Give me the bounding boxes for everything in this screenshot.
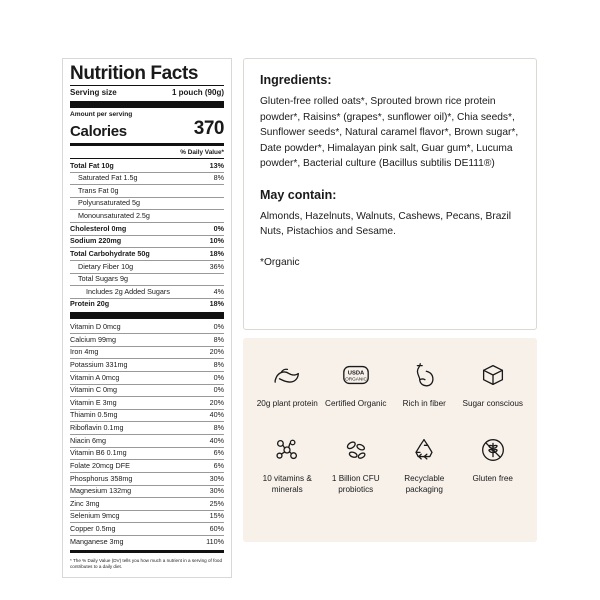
nutrient-label: Sodium 220mg (70, 236, 122, 246)
serving-size-row (70, 87, 224, 99)
nutrient-daily-value: 4% (213, 286, 224, 296)
nutrient-label: Dietary Fiber 10g (78, 261, 134, 271)
micronutrient-label: Vitamin B6 0.1mg (70, 448, 127, 458)
may-contain-body: Almonds, Hazelnuts, Walnuts, Cashews, Pecans, Brazil Nuts, Pistachios and Sesame. (260, 210, 512, 237)
nutrient-daily-value: 10% (209, 236, 224, 246)
calories-label: Calories (70, 122, 127, 140)
badge-label: Recyclable packaging (404, 474, 445, 495)
micronutrient-daily-value: 20% (209, 347, 224, 357)
nutrient-row (70, 248, 224, 260)
gluten-free-icon (478, 435, 508, 465)
nutrient-daily-value: 8% (213, 173, 224, 183)
nutrient-label: Includes 2g Added Sugars (86, 286, 170, 296)
nutrient-label: Cholesterol 0mg (70, 223, 127, 233)
divider (70, 143, 224, 146)
nutrient-row (70, 185, 224, 197)
micronutrient-label: Folate 20mcg DFE (70, 460, 130, 470)
vitamins-minerals-icon (272, 435, 302, 465)
micronutrient-row (70, 397, 224, 409)
micronutrient-label: Vitamin D 0mcg (70, 322, 121, 332)
may-contain-heading: May contain: (260, 187, 337, 202)
micronutrient-daily-value: 60% (209, 524, 224, 534)
micronutrient-label: Iron 4mg (70, 347, 99, 357)
micronutrient-label: Vitamin C 0mg (70, 385, 118, 395)
serving-size-value: 1 pouch (90g) (171, 87, 224, 97)
nutrient-daily-value: 0% (213, 223, 224, 233)
micronutrient-row (70, 435, 224, 447)
nutrient-row (70, 274, 224, 286)
micronutrient-rows (70, 321, 224, 547)
badge-item (322, 435, 391, 495)
micronutrient-label: Potassium 331mg (70, 359, 128, 369)
micronutrient-row (70, 385, 224, 397)
badge-label: Sugar conscious (462, 399, 524, 408)
nutrient-rows (70, 160, 224, 311)
badge-label: Certified Organic (325, 399, 387, 408)
badge-item (390, 435, 459, 495)
micronutrient-row (70, 511, 224, 523)
micronutrient-row (70, 448, 224, 460)
svg-text:ORGANIC: ORGANIC (344, 376, 367, 382)
probiotics-icon (341, 435, 371, 465)
micronutrient-label: Manganese 3mg (70, 536, 124, 546)
divider (70, 85, 224, 86)
micronutrient-daily-value: 8% (213, 423, 224, 433)
nutrient-label: Total Carbohydrate 50g (70, 248, 150, 258)
nutrient-label: Trans Fat 0g (78, 185, 119, 195)
nutrient-row (70, 173, 224, 185)
divider (70, 101, 224, 108)
nutrient-row (70, 236, 224, 248)
micronutrient-daily-value: 6% (213, 460, 224, 470)
ingredients-heading: Ingredients: (260, 73, 332, 87)
nutrient-row (70, 223, 224, 235)
micronutrient-label: Calcium 99mg (70, 334, 116, 344)
serving-size-label: Serving size (70, 87, 117, 97)
micronutrient-row (70, 422, 224, 434)
organic-footnote: *Organic (260, 256, 300, 268)
calories-row (70, 118, 224, 141)
nutrient-row (70, 286, 224, 298)
micronutrient-row (70, 523, 224, 535)
nutrient-daily-value: 18% (209, 248, 224, 258)
micronutrient-row (70, 460, 224, 472)
micronutrient-daily-value: 110% (206, 536, 224, 546)
nutrient-row (70, 210, 224, 222)
amount-per-serving-label: Amount per serving (70, 110, 133, 118)
divider (70, 550, 224, 553)
nutrient-row (70, 198, 224, 210)
badge-label: Rich in fiber (402, 399, 446, 408)
daily-value-footnote: * The % Daily Value (DV) tells you how much a nutrient in a serving of food contributes to a daily diet. (70, 557, 223, 570)
badge-label: Gluten free (472, 474, 513, 484)
badge-item (253, 360, 322, 409)
micronutrient-daily-value: 25% (209, 498, 224, 508)
badge-item (253, 435, 322, 495)
micronutrient-label: Niacin 6mg (70, 435, 106, 445)
micronutrient-label: Vitamin E 3mg (70, 397, 117, 407)
nutrient-daily-value: 13% (209, 160, 224, 170)
usda-organic-seal-icon (341, 360, 371, 390)
micronutrient-row (70, 473, 224, 485)
nutrient-row (70, 160, 224, 172)
ingredients-body: Gluten-free rolled oats*, Sprouted brown rice protein powder*, Raisins* (grapes*, sunflower oil)*, Chia seeds*, Sunflower seeds*, Natural caramel flavor*, Brown sugar*, Date powder*, Himalayan pink salt, Guar gum*, Lucuma powder*, Bacterial culture (Bacillus subtilis DE111®) (260, 96, 519, 169)
micronutrient-label: Selenium 9mcg (70, 511, 120, 521)
nutrition-facts-title: Nutrition Facts (70, 63, 199, 84)
divider (70, 158, 224, 159)
badge-item (459, 435, 528, 495)
micronutrient-daily-value: 15% (209, 511, 224, 521)
stomach-icon (409, 360, 439, 390)
svg-text:USDA: USDA (347, 370, 364, 377)
micronutrient-daily-value: 0% (213, 372, 224, 382)
micronutrient-row (70, 321, 224, 333)
micronutrient-daily-value: 6% (213, 448, 224, 458)
micronutrient-row (70, 347, 224, 359)
micronutrient-row (70, 536, 224, 548)
flexed-bicep-icon (272, 360, 302, 390)
micronutrient-daily-value: 40% (209, 435, 224, 445)
nutrition-facts-panel (62, 58, 232, 578)
micronutrient-label: Riboflavin 0.1mg (70, 423, 124, 433)
badge-item (459, 360, 528, 409)
divider (70, 312, 224, 319)
micronutrient-row (70, 498, 224, 510)
micronutrient-daily-value: 8% (213, 334, 224, 344)
nutrient-label: Protein 20g (70, 299, 110, 309)
micronutrient-label: Thiamin 0.5mg (70, 410, 118, 420)
micronutrient-daily-value: 20% (209, 397, 224, 407)
nutrient-daily-value: 18% (209, 299, 224, 309)
micronutrient-label: Vitamin A 0mcg (70, 372, 120, 382)
badges-card (243, 338, 537, 542)
sugar-cube-icon (478, 360, 508, 390)
micronutrient-daily-value: 8% (213, 359, 224, 369)
daily-value-header: % Daily Value* (180, 148, 224, 156)
badge-item (322, 360, 391, 409)
badge-label: 1 Billion CFU probiotics (331, 474, 380, 495)
badge-grid (253, 360, 527, 495)
micronutrient-daily-value: 40% (209, 410, 224, 420)
badge-label: 20g plant protein (256, 399, 318, 408)
nutrient-row (70, 299, 224, 311)
badge-item (390, 360, 459, 409)
micronutrient-daily-value: 30% (209, 486, 224, 496)
micronutrient-row (70, 372, 224, 384)
micronutrient-label: Magnesium 132mg (70, 486, 132, 496)
micronutrient-label: Copper 0.5mg (70, 524, 116, 534)
nutrient-label: Monounsaturated 2.5g (78, 211, 150, 221)
nutrient-label: Total Sugars 9g (78, 274, 128, 284)
micronutrient-row (70, 410, 224, 422)
micronutrient-row (70, 359, 224, 371)
micronutrient-daily-value: 0% (213, 385, 224, 395)
nutrient-label: Saturated Fat 1.5g (78, 173, 138, 183)
badge-label: 10 vitamins & minerals (262, 474, 312, 495)
recycle-icon (409, 435, 439, 465)
ingredients-card (243, 58, 537, 330)
micronutrient-row (70, 486, 224, 498)
nutrient-label: Total Fat 10g (70, 160, 114, 170)
calories-value: 370 (193, 117, 224, 139)
micronutrient-label: Zinc 3mg (70, 498, 100, 508)
nutrient-row (70, 261, 224, 273)
micronutrient-label: Phosphorus 358mg (70, 473, 133, 483)
micronutrient-row (70, 334, 224, 346)
nutrient-daily-value: 36% (209, 261, 224, 271)
nutrient-label: Polyunsaturated 5g (78, 198, 140, 208)
micronutrient-daily-value: 30% (209, 473, 224, 483)
micronutrient-daily-value: 0% (213, 322, 224, 332)
